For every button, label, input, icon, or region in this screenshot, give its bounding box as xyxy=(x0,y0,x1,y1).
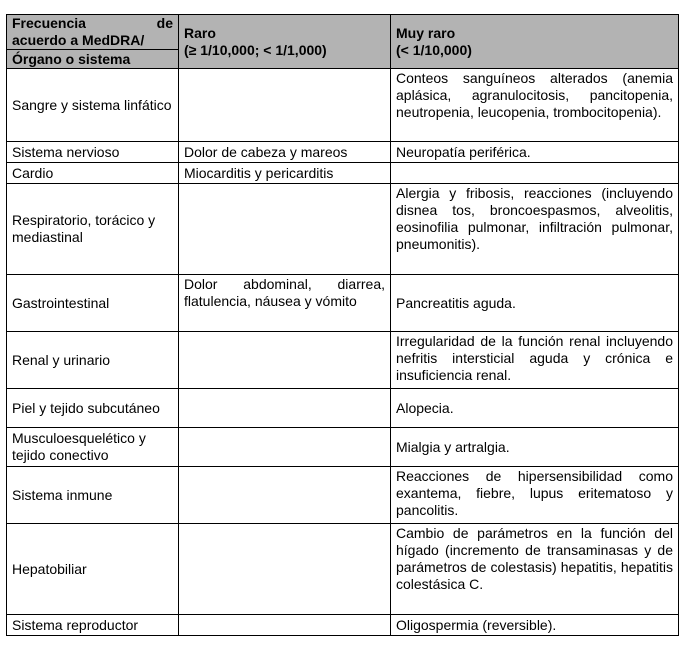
organ-cell: Sistema reproductor xyxy=(7,615,179,636)
raro-cell: Dolor abdominal, diarrea, flatulencia, náusea y vómito xyxy=(179,275,391,332)
raro-cell xyxy=(179,615,391,636)
table-row xyxy=(7,69,679,142)
muy-raro-cell xyxy=(391,163,679,184)
muy-raro-cell: Alergia y fribosis, reacciones (incluyendo disnea tos, broncoespasmos, alveolitis, eosinofilia pulmonar, infiltración pulmonar, pneumonitis). xyxy=(391,184,679,275)
muy-raro-cell: Oligospermia (reversible). xyxy=(391,615,679,636)
raro-cell xyxy=(179,389,391,428)
header-row xyxy=(7,15,679,69)
raro-cell xyxy=(179,524,391,615)
organ-cell: Respiratorio, torácico y mediastinal xyxy=(7,184,179,275)
table-row xyxy=(7,163,679,184)
raro-cell xyxy=(179,428,391,467)
header-frequency-organ xyxy=(7,15,179,69)
header-frequency-line1: Frecuencia de xyxy=(12,15,173,31)
muy-raro-cell: Mialgia y artralgia. xyxy=(391,428,679,467)
muy-raro-cell: Pancreatitis aguda. xyxy=(391,275,679,332)
table-row xyxy=(7,524,679,615)
table-row xyxy=(7,467,679,524)
table-row xyxy=(7,615,679,636)
organ-cell: Sistema inmune xyxy=(7,467,179,524)
muy-raro-cell: Reacciones de hipersensibilidad como exantema, fiebre, lupus eritematoso y pancolitis. xyxy=(391,467,679,524)
table-row xyxy=(7,275,679,332)
muy-raro-cell: Cambio de parámetros en la función del hígado (incremento de transaminasas y de parámetros de colestasis) hepatitis, hepatitis colestásica C. xyxy=(391,524,679,615)
header-muy-raro xyxy=(391,15,679,69)
raro-cell xyxy=(179,467,391,524)
table-row xyxy=(7,184,679,275)
muy-raro-cell: Conteos sanguíneos alterados (anemia aplásica, agranulocitosis, pancitopenia, neutropenia, leucopenia, trombocitopenia). xyxy=(391,69,679,142)
muy-raro-cell: Neuropatía periférica. xyxy=(391,142,679,163)
adverse-reactions-table-wrapper xyxy=(6,14,679,636)
organ-cell: Renal y urinario xyxy=(7,332,179,389)
header-frequency-line2: acuerdo a MedDRA/ xyxy=(12,32,145,48)
organ-cell: Piel y tejido subcutáneo xyxy=(7,389,179,428)
header-organ-line: Órgano o sistema xyxy=(7,49,178,68)
header-raro-range: (≥ 1/10,000; < 1/1,000) xyxy=(184,42,327,58)
muy-raro-cell: Alopecia. xyxy=(391,389,679,428)
table-row xyxy=(7,428,679,467)
adverse-reactions-table xyxy=(6,14,679,636)
organ-cell: Hepatobiliar xyxy=(7,524,179,615)
organ-cell: Gastrointestinal xyxy=(7,275,179,332)
raro-cell xyxy=(179,69,391,142)
organ-cell: Cardio xyxy=(7,163,179,184)
muy-raro-cell: Irregularidad de la función renal incluyendo nefritis intersticial aguda y crónica e insuficiencia renal. xyxy=(391,332,679,389)
raro-cell: Dolor de cabeza y mareos xyxy=(179,142,391,163)
organ-cell: Sistema nervioso xyxy=(7,142,179,163)
raro-cell xyxy=(179,332,391,389)
table-row xyxy=(7,142,679,163)
header-raro-title: Raro xyxy=(184,25,216,41)
raro-cell: Miocarditis y pericarditis xyxy=(179,163,391,184)
header-raro xyxy=(179,15,391,69)
table-row xyxy=(7,332,679,389)
header-muy-raro-range: (< 1/10,000) xyxy=(396,42,472,58)
header-muy-raro-title: Muy raro xyxy=(396,25,456,41)
table-row xyxy=(7,389,679,428)
organ-cell: Musculoesquelético y tejido conectivo xyxy=(7,428,179,467)
raro-cell xyxy=(179,184,391,275)
organ-cell: Sangre y sistema linfático xyxy=(7,69,179,142)
